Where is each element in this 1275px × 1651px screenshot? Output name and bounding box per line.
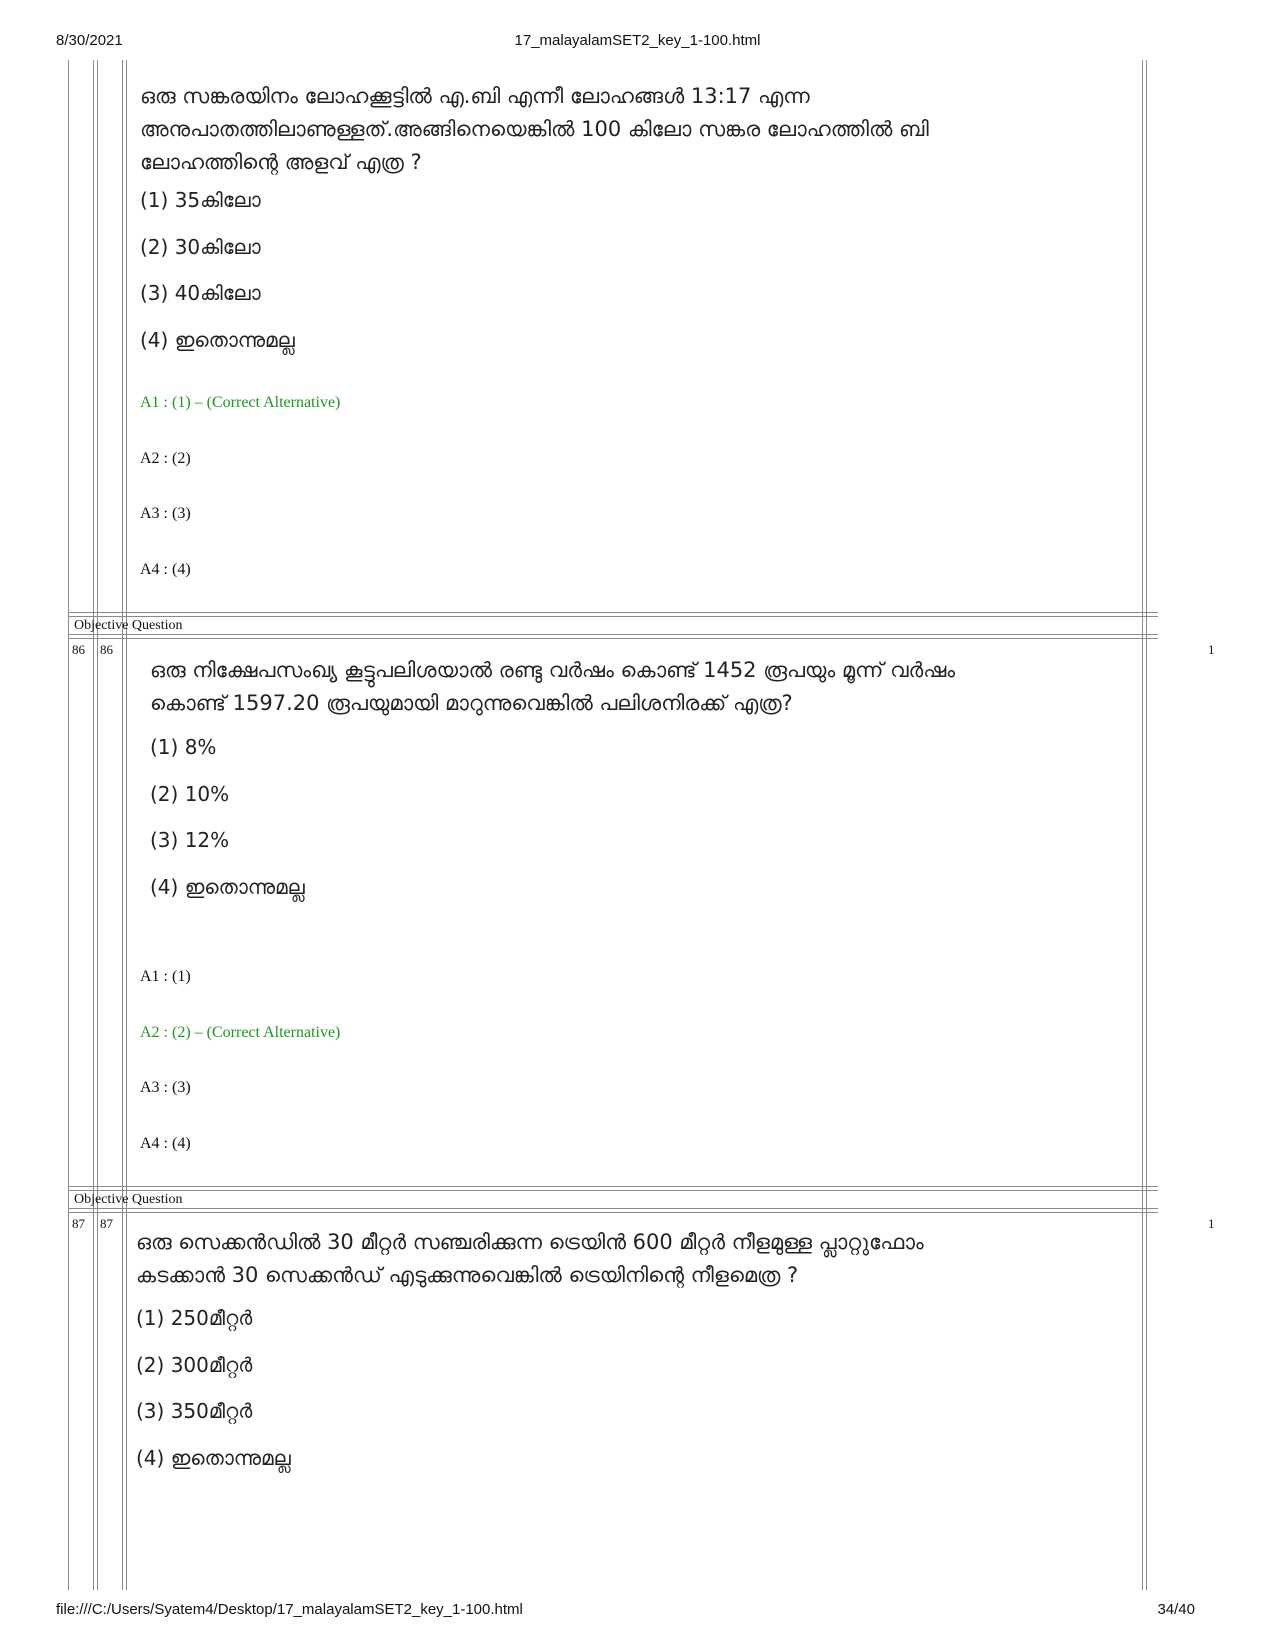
question-86-answer-3: A3 : (3) <box>140 1079 191 1096</box>
table-border-content-left-inner <box>126 60 127 1590</box>
row-divider-86-bottom <box>68 1186 1158 1187</box>
print-file-path: file:///C:/Users/Syatem4/Desktop/17_malayalamSET2_key_1-100.html <box>56 1601 523 1618</box>
table-border-content-right-inner <box>1146 60 1147 1590</box>
question-85-answer-3: A3 : (3) <box>140 505 191 522</box>
question-85-line-2: അനുപാതത്തിലാണുള്ളത്.അങ്ങിനെയെങ്കിൽ 100 കിലോ സങ്കര ലോഹത്തിൽ ബി <box>140 117 929 141</box>
question-85-option-1: (1) 35കിലോ <box>140 188 261 212</box>
table-border-content-right <box>1142 60 1143 1590</box>
question-86-answer-2: A2 : (2) – (Correct Alternative) <box>140 1024 341 1041</box>
section-label-86: Objective Question <box>74 618 183 633</box>
question-87-option-1: (1) 250മീറ്റർ <box>136 1306 253 1330</box>
print-date: 8/30/2021 <box>56 32 123 49</box>
print-title: 17_malayalamSET2_key_1-100.html <box>514 32 761 49</box>
question-85-answer-4: A4 : (4) <box>140 561 191 578</box>
question-85-option-4: (4) ഇതൊന്നുമല്ല <box>140 328 295 352</box>
question-85-line-1: ഒരു സങ്കരയിനം ലോഹക്കൂട്ടിൽ എ.ബി എന്നീ ലോഹങ്ങൾ 13:17 എന്ന <box>140 84 810 108</box>
question-85-text <box>140 80 1130 179</box>
question-86-option-3: (3) 12% <box>150 828 230 852</box>
question-86-option-2: (2) 10% <box>150 782 230 806</box>
question-87-option-3: (3) 350മീറ്റർ <box>136 1399 253 1423</box>
question-85-option-3: (3) 40കിലോ <box>140 281 261 305</box>
question-87-option-4: (4) ഇതൊന്നുമല്ല <box>136 1446 291 1470</box>
question-86-answer-1: A1 : (1) <box>140 968 191 985</box>
question-85-answer-1: A1 : (1) – (Correct Alternative) <box>140 394 341 411</box>
question-85-option-2: (2) 30കിലോ <box>140 235 261 259</box>
question-86-option-4: (4) ഇതൊന്നുമല്ല <box>150 875 305 899</box>
question-86-answer-4: A4 : (4) <box>140 1135 191 1152</box>
question-86-mark: 1 <box>1208 642 1215 657</box>
question-87-text <box>136 1226 1126 1292</box>
question-87-line-1: ഒരു സെക്കൻഡിൽ 30 മീറ്റർ സഞ്ചരിക്കുന്ന ട്രെയിൻ 600 മീറ്റർ നീളമുള്ള പ്ലാറ്റുഫോം <box>136 1230 924 1254</box>
question-85-line-3: ലോഹത്തിന്റെ അളവ് എത്ര ? <box>140 150 422 174</box>
row-divider-86-bottom-inner <box>68 1190 1158 1191</box>
table-border-number-col-inner <box>97 60 98 1590</box>
question-86-text <box>150 654 1130 720</box>
table-border-left <box>68 60 69 1590</box>
row-divider-87-top-inner <box>68 1212 1158 1213</box>
table-border-number-col <box>93 60 94 1590</box>
row-divider-85-bottom-inner <box>68 616 1158 617</box>
row-divider-87-top <box>68 1208 1158 1209</box>
question-86-option-1: (1) 8% <box>150 735 217 759</box>
question-86-number-secondary: 86 <box>100 642 113 657</box>
question-87-line-2: കടക്കാൻ 30 സെക്കൻഡ് എടുക്കുന്നുവെങ്കിൽ ട്രെയിനിന്റെ നീളമെത്ര ? <box>136 1263 799 1287</box>
question-87-mark: 1 <box>1208 1216 1215 1231</box>
question-85-answer-2: A2 : (2) <box>140 450 191 467</box>
row-divider-85-bottom <box>68 612 1158 613</box>
section-label-87: Objective Question <box>74 1192 183 1207</box>
row-divider-86-top-inner <box>68 638 1158 639</box>
table-border-content-left <box>122 60 123 1590</box>
question-87-option-2: (2) 300മീറ്റർ <box>136 1353 253 1377</box>
question-86-number: 86 <box>72 642 85 657</box>
question-87-number-secondary: 87 <box>100 1216 113 1231</box>
question-86-line-1: ഒരു നിക്ഷേപസംഖ്യ കൂട്ടുപലിശയാൽ രണ്ടു വർഷം കൊണ്ട് 1452 രൂപയും മൂന്ന് വർഷം <box>150 658 956 682</box>
row-divider-86-top <box>68 634 1158 635</box>
print-page-number: 34/40 <box>1157 1601 1195 1618</box>
question-87-number: 87 <box>72 1216 85 1231</box>
question-86-line-2: കൊണ്ട് 1597.20 രൂപയുമായി മാറുന്നുവെങ്കിൽ പലിശനിരക്ക് എത്ര? <box>150 691 793 715</box>
